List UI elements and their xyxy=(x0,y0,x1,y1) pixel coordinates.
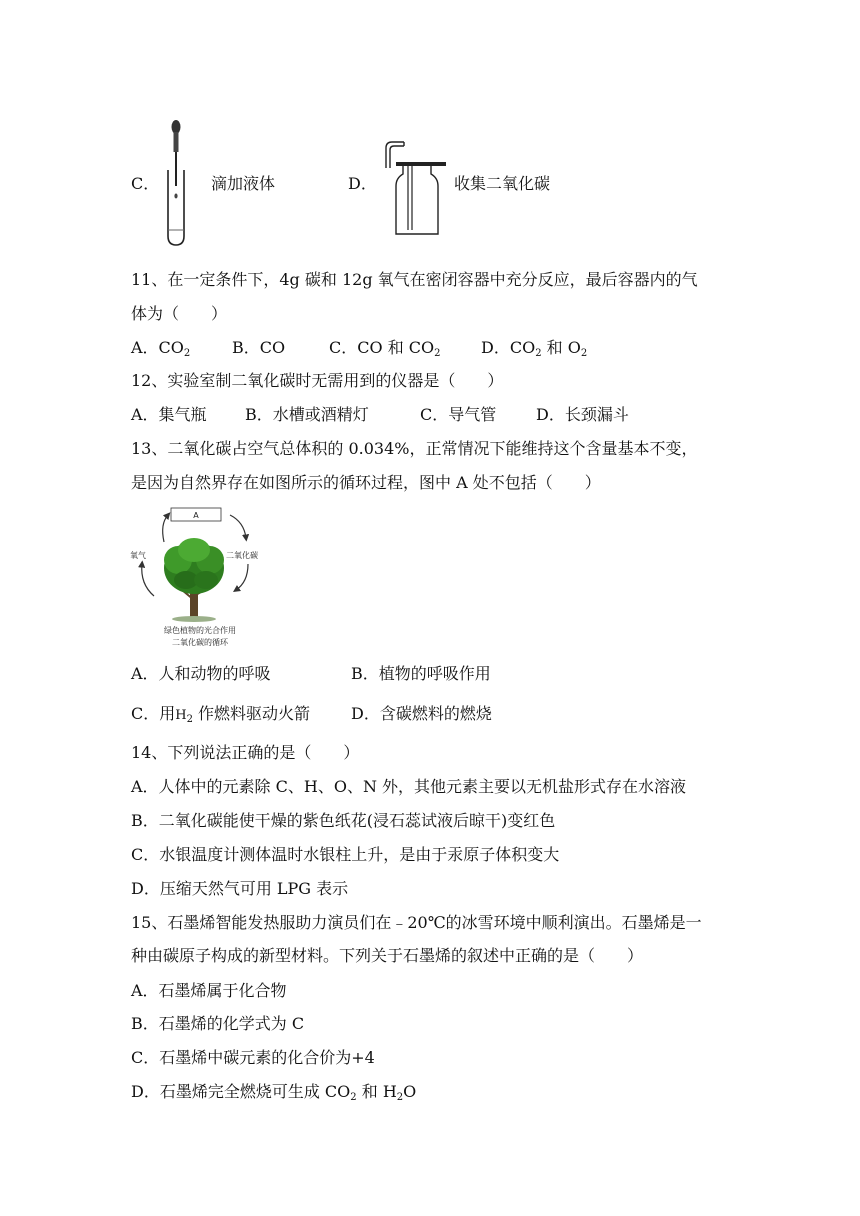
q15-option-a: A．石墨烯属于化合物 xyxy=(131,981,287,1000)
q11-stem-line1: 11、在一定条件下，4g 碳和 12g 氧气在密闭容器中充分反应，最后容器内的气 xyxy=(131,270,698,289)
arrow-down-icon xyxy=(236,564,248,590)
q10-option-c-text: 滴加液体 xyxy=(211,174,276,193)
q13-option-c: C．用$H_2$ 作燃料驱动火箭 xyxy=(131,704,311,725)
q14-option-a: A．人体中的元素除 C、H、O、N 外，其他元素主要以无机盐形式存在水溶液 xyxy=(131,777,687,796)
figure-left-label: 氧气 xyxy=(130,551,146,560)
q12-option-d: D．长颈漏斗 xyxy=(536,405,629,424)
figure-box-label: A xyxy=(193,511,199,520)
q10-option-d-text: 收集二氧化碳 xyxy=(454,174,551,193)
q15-option-b: B．石墨烯的化学式为 C xyxy=(131,1014,305,1033)
q14-option-c: C．水银温度计测体温时水银柱上升，是由于汞原子体积变大 xyxy=(131,845,560,864)
q15-option-d: D．石墨烯完全燃烧可生成 $CO_2$ 和 $H_2O$ xyxy=(131,1082,417,1103)
q13-option-d: D．含碳燃料的燃烧 xyxy=(351,704,492,723)
figure-caption-1: 绿色植物的光合作用 xyxy=(164,626,236,635)
carbon-cycle-figure xyxy=(126,504,278,650)
gas-collection-bottle-icon xyxy=(378,138,448,238)
q14-option-d: D．压缩天然气可用 LPG 表示 xyxy=(131,879,349,898)
q13-option-a: A．人和动物的呼吸 xyxy=(131,664,271,683)
arrow-left-up-icon xyxy=(142,564,154,596)
arrow-up-left-icon xyxy=(163,515,168,542)
figure-right-label: 二氧化碳 xyxy=(226,551,258,560)
q11-stem-line2: 体为（ ） xyxy=(131,304,228,323)
q11-option-b: B．CO xyxy=(232,338,286,357)
q12-option-b: B．水槽或酒精灯 xyxy=(245,405,369,424)
q12-option-c: C．导气管 xyxy=(420,405,497,424)
q15-stem-line1: 15、石墨烯智能发热服助力演员们在﹣20℃的冰雪环境中顺利演出。石墨烯是一 xyxy=(131,913,702,932)
q11-option-c: C．CO 和 $CO_2$ xyxy=(329,338,441,359)
q15-stem-line2: 种由碳原子构成的新型材料。下列关于石墨烯的叙述中正确的是（ ） xyxy=(131,946,644,965)
q11-option-d: D．$CO_2$ 和 $O_2$ xyxy=(481,338,588,359)
q10-option-c-label: C． xyxy=(131,174,160,193)
q13-option-b: B．植物的呼吸作用 xyxy=(351,664,491,683)
figure-caption-2: 二氧化碳的循环 xyxy=(172,638,228,647)
q14-option-b: B．二氧化碳能使干燥的紫色纸花(浸石蕊试液后晾干)变红色 xyxy=(131,811,556,830)
q13-stem-line1: 13、二氧化碳占空气总体积的 0.034%，正常情况下能维持这个含量基本不变， xyxy=(131,439,698,458)
arrow-down-right-icon xyxy=(230,515,246,538)
dropper-test-tube-icon xyxy=(160,118,196,248)
q14-stem: 14、下列说法正确的是（ ） xyxy=(131,743,360,762)
q11-option-a: A．$CO_2$ xyxy=(131,338,191,359)
q12-option-a: A．集气瓶 xyxy=(131,405,207,424)
q12-stem: 12、实验室制二氧化碳时无需用到的仪器是（ ） xyxy=(131,371,504,390)
q10-option-d-label: D． xyxy=(348,174,377,193)
q15-option-c: C．石墨烯中碳元素的化合价为+4 xyxy=(131,1048,375,1067)
q13-stem-line2: 是因为自然界存在如图所示的循环过程，图中 A 处不包括（ ） xyxy=(131,473,601,492)
tree-icon xyxy=(164,538,224,622)
